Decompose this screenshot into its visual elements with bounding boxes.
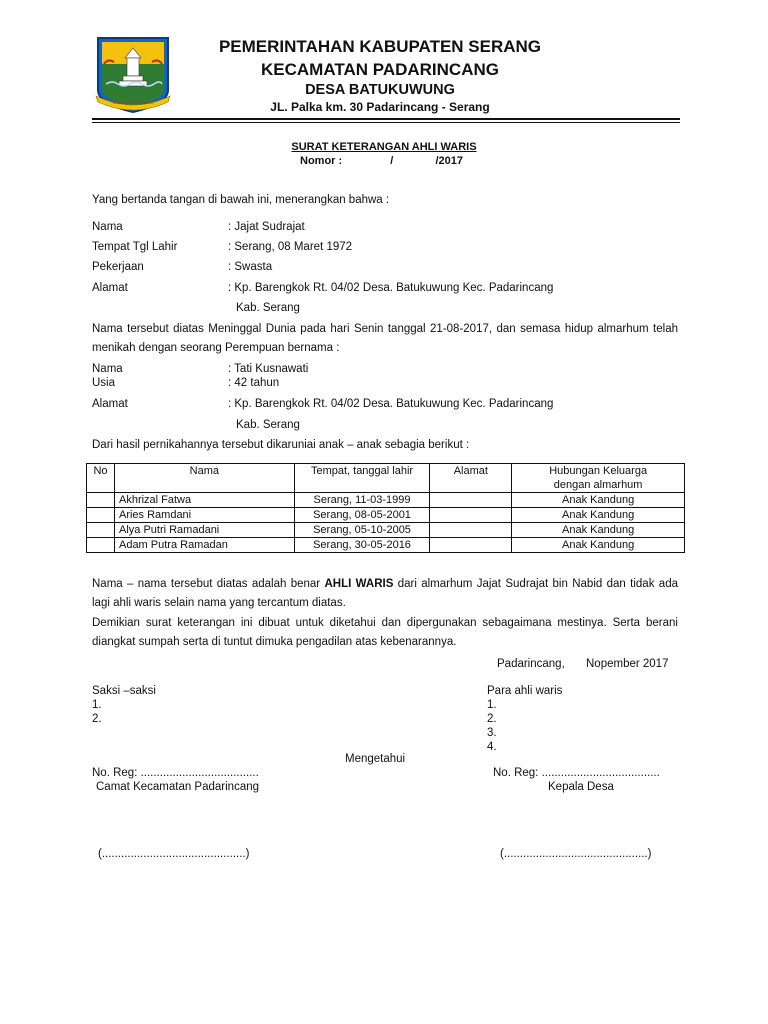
intro-text: Yang bertanda tangan di bawah ini, menerangkan bahwa :	[92, 194, 390, 206]
col-header-relation-line1: Hubungan Keluarga	[549, 465, 648, 477]
table-row	[87, 523, 685, 538]
place: Padarincang,	[497, 658, 565, 670]
heirs-table	[86, 463, 685, 553]
logo-motto: BANGUN PRAWIRA SATYA	[113, 101, 153, 105]
letterhead-rule-thin	[92, 122, 680, 123]
witness-item: 2.	[92, 713, 102, 725]
document-title: SURAT KETERANGAN AHLI WARIS	[291, 141, 477, 153]
person-job: : Swasta	[228, 261, 273, 273]
col-header-relation-line2: dengan almarhum	[553, 479, 643, 491]
cell-birth: Serang, 05-10-2005	[294, 523, 430, 538]
cell-relation: Anak Kandung	[512, 538, 685, 553]
table-row	[87, 493, 685, 508]
col-header-no: No	[87, 464, 115, 493]
spouse-name: : Tati Kusnawati	[228, 363, 309, 375]
person-address-label: Alamat	[92, 282, 128, 294]
spouse-address-line2: Kab. Serang	[236, 419, 300, 431]
cell-relation: Anak Kandung	[512, 508, 685, 523]
col-header-relation	[512, 464, 685, 493]
acknowledged-label: Mengetahui	[345, 753, 406, 765]
heir-statement-bold: AHLI WARIS	[324, 578, 394, 590]
heir-item: 3.	[487, 727, 497, 739]
letterhead-government: PEMERINTAHAN KABUPATEN SERANG	[218, 37, 542, 56]
letterhead-district: KECAMATAN PADARINCANG	[261, 60, 499, 79]
left-signer-name: (.............................................)	[98, 848, 250, 860]
letterhead-address: JL. Palka km. 30 Padarincang - Serang	[270, 100, 490, 114]
closing-paragraph: Demikian surat keterangan ini dibuat untuk diketahui dan dipergunakan sebagaimana mestinya. Serta berani diangkat sumpah serta di tuntut dimuka pengadilan atas kebenarannya.	[92, 617, 678, 648]
cell-name: Adam Putra Ramadan	[114, 538, 294, 553]
heir-item: 2.	[487, 713, 497, 725]
table-row	[87, 508, 685, 523]
kabupaten-serang-logo	[94, 34, 172, 114]
cell-name: Aries Ramdani	[114, 508, 294, 523]
person-birth-label: Tempat Tgl Lahir	[92, 241, 178, 253]
person-address: : Kp. Barengkok Rt. 04/02 Desa. Batukuwung Kec. Padarincang	[228, 282, 554, 294]
person-address-line2: Kab. Serang	[236, 302, 300, 314]
heir-statement	[92, 575, 678, 613]
heir-item: 4.	[487, 741, 497, 753]
right-reg-number: No. Reg: .....................................	[493, 767, 660, 779]
letterhead-rule-thick	[92, 118, 680, 120]
col-header-address: Alamat	[430, 464, 512, 493]
heir-statement-a: Nama – nama tersebut diatas adalah benar	[92, 578, 325, 590]
cell-address	[430, 508, 512, 523]
spouse-address-label: Alamat	[92, 398, 128, 410]
cell-birth: Serang, 30-05-2016	[294, 538, 430, 553]
cell-no	[87, 493, 115, 508]
heirs-title: Para ahli waris	[487, 685, 563, 697]
col-header-birth: Tempat, tanggal lahir	[294, 464, 430, 493]
cell-no	[87, 508, 115, 523]
spouse-address: : Kp. Barengkok Rt. 04/02 Desa. Batukuwung Kec. Padarincang	[228, 398, 554, 410]
witnesses-title: Saksi –saksi	[92, 685, 156, 697]
cell-address	[430, 538, 512, 553]
person-name-label: Nama	[92, 221, 123, 233]
cell-no	[87, 523, 115, 538]
nomor-label: Nomor :	[300, 155, 343, 167]
left-signer-role: Camat Kecamatan Padarincang	[96, 781, 260, 793]
right-signer-name: (.............................................)	[500, 848, 652, 860]
left-reg-number: No. Reg: .....................................	[92, 767, 259, 779]
document-number	[300, 155, 463, 167]
date: Nopember 2017	[586, 658, 669, 670]
person-birth: : Serang, 08 Maret 1972	[228, 241, 353, 253]
cell-address	[430, 493, 512, 508]
witness-item: 1.	[92, 699, 102, 711]
cell-birth: Serang, 08-05-2001	[294, 508, 430, 523]
heir-statement-c: dari almarhum Jajat Sudrajat bin Nabid dan tidak ada lagi ahli waris selain nama yang tercantum diatas.	[92, 578, 678, 609]
cell-name: Akhrizal Fatwa	[114, 493, 294, 508]
cell-name: Alya Putri Ramadani	[114, 523, 294, 538]
person-name: : Jajat Sudrajat	[228, 221, 305, 233]
heir-item: 1.	[487, 699, 497, 711]
cell-address	[430, 523, 512, 538]
cell-no	[87, 538, 115, 553]
cell-relation: Anak Kandung	[512, 493, 685, 508]
spouse-name-label: Nama	[92, 363, 123, 375]
death-paragraph: Nama tersebut diatas Meninggal Dunia pada hari Senin tanggal 21-08-2017, dan semasa hidup almarhum telah menikah dengan seorang Perempuan bernama :	[92, 323, 678, 354]
cell-birth: Serang, 11-03-1999	[294, 493, 430, 508]
person-job-label: Pekerjaan	[92, 261, 144, 273]
nomor-separator: /	[390, 155, 394, 167]
letterhead-village: DESA BATUKUWUNG	[305, 82, 455, 98]
right-signer-role: Kepala Desa	[548, 781, 614, 793]
col-header-name: Nama	[114, 464, 294, 493]
children-intro: Dari hasil pernikahannya tersebut dikaruniai anak – anak sebagia berikut :	[92, 439, 470, 451]
cell-relation: Anak Kandung	[512, 523, 685, 538]
spouse-age-label: Usia	[92, 377, 116, 389]
spouse-age: : 42 tahun	[228, 377, 280, 389]
nomor-year: /2017	[435, 155, 464, 167]
table-header-row	[87, 464, 685, 493]
table-row	[87, 538, 685, 553]
